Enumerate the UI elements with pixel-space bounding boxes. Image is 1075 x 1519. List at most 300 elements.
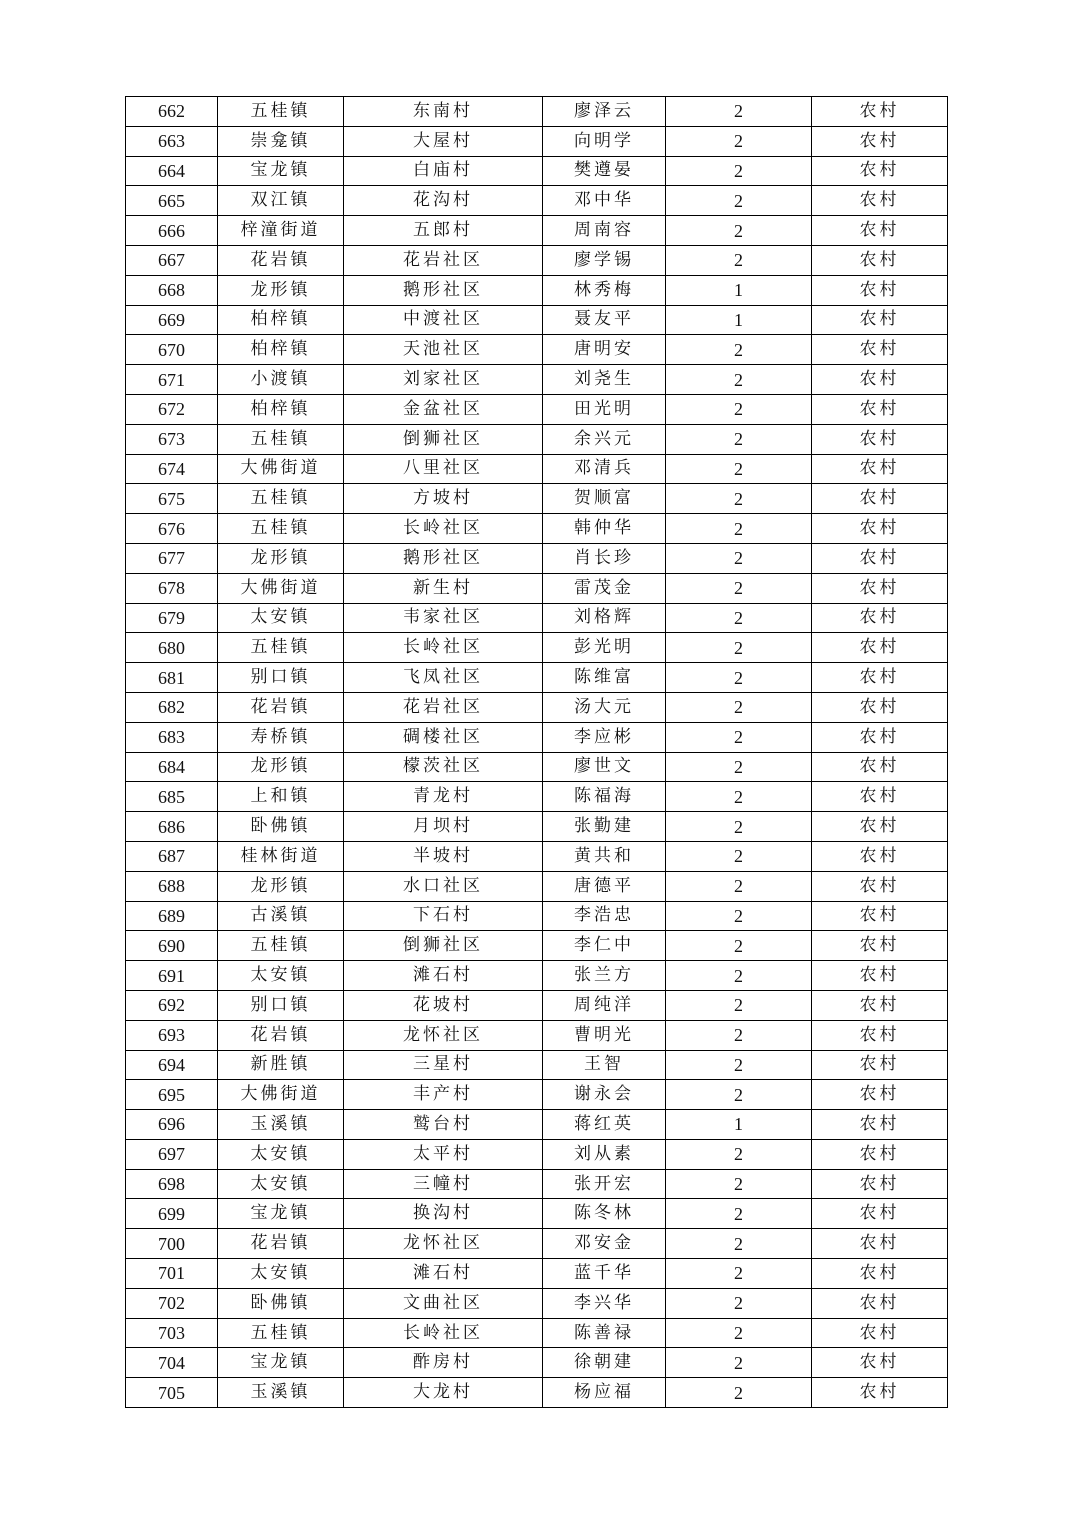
- name-cell: 廖泽云: [543, 97, 666, 127]
- town-cell: 五桂镇: [218, 484, 344, 514]
- name-cell: 刘从素: [543, 1139, 666, 1169]
- name-cell: 杨应福: [543, 1378, 666, 1408]
- household-count-cell: 1: [666, 305, 812, 335]
- table-row: [126, 931, 948, 961]
- village-cell: 下石村: [344, 901, 543, 931]
- table-row: [126, 961, 948, 991]
- village-cell: 换沟村: [344, 1199, 543, 1229]
- town-cell: 柏梓镇: [218, 305, 344, 335]
- town-cell: 桂林街道: [218, 841, 344, 871]
- serial-number-cell: 664: [126, 156, 218, 186]
- village-cell: 鹅形社区: [344, 543, 543, 573]
- serial-number-cell: 700: [126, 1229, 218, 1259]
- household-count-cell: 2: [666, 722, 812, 752]
- household-count-cell: 2: [666, 990, 812, 1020]
- village-cell: 酢房村: [344, 1348, 543, 1378]
- serial-number-cell: 696: [126, 1110, 218, 1140]
- town-cell: 双江镇: [218, 186, 344, 216]
- name-cell: 张兰方: [543, 961, 666, 991]
- area-type-cell: 农村: [812, 1080, 948, 1110]
- name-cell: 张勤建: [543, 812, 666, 842]
- village-cell: 金盆社区: [344, 394, 543, 424]
- town-cell: 卧佛镇: [218, 1288, 344, 1318]
- name-cell: 陈福海: [543, 782, 666, 812]
- town-cell: 太安镇: [218, 961, 344, 991]
- table-row: [126, 1050, 948, 1080]
- name-cell: 廖世文: [543, 752, 666, 782]
- village-cell: 倒狮社区: [344, 424, 543, 454]
- household-count-cell: 2: [666, 1229, 812, 1259]
- town-cell: 龙形镇: [218, 752, 344, 782]
- village-cell: 文曲社区: [344, 1288, 543, 1318]
- area-type-cell: 农村: [812, 990, 948, 1020]
- table-row: [126, 126, 948, 156]
- name-cell: 蓝千华: [543, 1259, 666, 1289]
- area-type-cell: 农村: [812, 186, 948, 216]
- household-count-cell: 2: [666, 1199, 812, 1229]
- village-cell: 碉楼社区: [344, 722, 543, 752]
- village-cell: 天池社区: [344, 335, 543, 365]
- village-cell: 花沟村: [344, 186, 543, 216]
- table-row: [126, 1139, 948, 1169]
- roster-table: [125, 96, 948, 1408]
- area-type-cell: 农村: [812, 871, 948, 901]
- household-count-cell: 2: [666, 1080, 812, 1110]
- household-count-cell: 2: [666, 603, 812, 633]
- table-row: [126, 1318, 948, 1348]
- table-row: [126, 752, 948, 782]
- area-type-cell: 农村: [812, 901, 948, 931]
- serial-number-cell: 699: [126, 1199, 218, 1229]
- area-type-cell: 农村: [812, 633, 948, 663]
- serial-number-cell: 695: [126, 1080, 218, 1110]
- name-cell: 廖学锡: [543, 245, 666, 275]
- household-count-cell: 2: [666, 514, 812, 544]
- serial-number-cell: 689: [126, 901, 218, 931]
- serial-number-cell: 705: [126, 1378, 218, 1408]
- village-cell: 半坡村: [344, 841, 543, 871]
- serial-number-cell: 701: [126, 1259, 218, 1289]
- roster-table-body: [126, 97, 948, 1408]
- name-cell: 王智: [543, 1050, 666, 1080]
- town-cell: 古溪镇: [218, 901, 344, 931]
- name-cell: 李仁中: [543, 931, 666, 961]
- area-type-cell: 农村: [812, 216, 948, 246]
- village-cell: 长岭社区: [344, 633, 543, 663]
- household-count-cell: 2: [666, 633, 812, 663]
- village-cell: 花坡村: [344, 990, 543, 1020]
- household-count-cell: 2: [666, 692, 812, 722]
- serial-number-cell: 662: [126, 97, 218, 127]
- town-cell: 宝龙镇: [218, 1348, 344, 1378]
- town-cell: 宝龙镇: [218, 1199, 344, 1229]
- name-cell: 贺顺富: [543, 484, 666, 514]
- household-count-cell: 1: [666, 275, 812, 305]
- table-row: [126, 1348, 948, 1378]
- household-count-cell: 2: [666, 424, 812, 454]
- name-cell: 蒋红英: [543, 1110, 666, 1140]
- serial-number-cell: 686: [126, 812, 218, 842]
- name-cell: 周纯洋: [543, 990, 666, 1020]
- area-type-cell: 农村: [812, 752, 948, 782]
- village-cell: 中渡社区: [344, 305, 543, 335]
- village-cell: 龙怀社区: [344, 1020, 543, 1050]
- area-type-cell: 农村: [812, 1020, 948, 1050]
- area-type-cell: 农村: [812, 931, 948, 961]
- table-row: [126, 1288, 948, 1318]
- table-row: [126, 543, 948, 573]
- name-cell: 黄共和: [543, 841, 666, 871]
- serial-number-cell: 681: [126, 663, 218, 693]
- household-count-cell: 2: [666, 1348, 812, 1378]
- table-row: [126, 1080, 948, 1110]
- household-count-cell: 2: [666, 1050, 812, 1080]
- village-cell: 东南村: [344, 97, 543, 127]
- town-cell: 小渡镇: [218, 365, 344, 395]
- town-cell: 五桂镇: [218, 633, 344, 663]
- area-type-cell: 农村: [812, 1288, 948, 1318]
- name-cell: 田光明: [543, 394, 666, 424]
- town-cell: 五桂镇: [218, 97, 344, 127]
- table-row: [126, 782, 948, 812]
- area-type-cell: 农村: [812, 722, 948, 752]
- table-row: [126, 990, 948, 1020]
- name-cell: 陈冬林: [543, 1199, 666, 1229]
- table-row: [126, 603, 948, 633]
- household-count-cell: 2: [666, 1139, 812, 1169]
- area-type-cell: 农村: [812, 305, 948, 335]
- name-cell: 向明学: [543, 126, 666, 156]
- area-type-cell: 农村: [812, 245, 948, 275]
- name-cell: 周南容: [543, 216, 666, 246]
- table-row: [126, 245, 948, 275]
- serial-number-cell: 679: [126, 603, 218, 633]
- table-row: [126, 841, 948, 871]
- village-cell: 大龙村: [344, 1378, 543, 1408]
- village-cell: 花岩社区: [344, 245, 543, 275]
- serial-number-cell: 670: [126, 335, 218, 365]
- table-row: [126, 633, 948, 663]
- area-type-cell: 农村: [812, 841, 948, 871]
- area-type-cell: 农村: [812, 126, 948, 156]
- town-cell: 上和镇: [218, 782, 344, 812]
- household-count-cell: 2: [666, 663, 812, 693]
- serial-number-cell: 684: [126, 752, 218, 782]
- table-row: [126, 573, 948, 603]
- name-cell: 刘格辉: [543, 603, 666, 633]
- serial-number-cell: 672: [126, 394, 218, 424]
- name-cell: 李浩忠: [543, 901, 666, 931]
- area-type-cell: 农村: [812, 1348, 948, 1378]
- serial-number-cell: 682: [126, 692, 218, 722]
- table-row: [126, 394, 948, 424]
- town-cell: 别口镇: [218, 663, 344, 693]
- village-cell: 滩石村: [344, 1259, 543, 1289]
- household-count-cell: 2: [666, 1169, 812, 1199]
- area-type-cell: 农村: [812, 812, 948, 842]
- household-count-cell: 2: [666, 752, 812, 782]
- name-cell: 彭光明: [543, 633, 666, 663]
- village-cell: 丰产村: [344, 1080, 543, 1110]
- table-row: [126, 454, 948, 484]
- name-cell: 韩仲华: [543, 514, 666, 544]
- name-cell: 唐明安: [543, 335, 666, 365]
- household-count-cell: 2: [666, 931, 812, 961]
- area-type-cell: 农村: [812, 1259, 948, 1289]
- household-count-cell: 2: [666, 1378, 812, 1408]
- town-cell: 寿桥镇: [218, 722, 344, 752]
- name-cell: 邓中华: [543, 186, 666, 216]
- serial-number-cell: 663: [126, 126, 218, 156]
- table-row: [126, 692, 948, 722]
- town-cell: 太安镇: [218, 1139, 344, 1169]
- town-cell: 柏梓镇: [218, 394, 344, 424]
- town-cell: 花岩镇: [218, 1020, 344, 1050]
- name-cell: 李应彬: [543, 722, 666, 752]
- name-cell: 曹明光: [543, 1020, 666, 1050]
- household-count-cell: 2: [666, 841, 812, 871]
- village-cell: 长岭社区: [344, 1318, 543, 1348]
- household-count-cell: 2: [666, 1318, 812, 1348]
- table-row: [126, 1020, 948, 1050]
- table-row: [126, 1199, 948, 1229]
- serial-number-cell: 677: [126, 543, 218, 573]
- name-cell: 聂友平: [543, 305, 666, 335]
- table-row: [126, 901, 948, 931]
- area-type-cell: 农村: [812, 1139, 948, 1169]
- name-cell: 谢永会: [543, 1080, 666, 1110]
- table-row: [126, 871, 948, 901]
- serial-number-cell: 703: [126, 1318, 218, 1348]
- name-cell: 唐德平: [543, 871, 666, 901]
- table-row: [126, 216, 948, 246]
- town-cell: 玉溪镇: [218, 1110, 344, 1140]
- town-cell: 太安镇: [218, 1169, 344, 1199]
- serial-number-cell: 694: [126, 1050, 218, 1080]
- table-row: [126, 1229, 948, 1259]
- area-type-cell: 农村: [812, 97, 948, 127]
- village-cell: 飞凤社区: [344, 663, 543, 693]
- table-row: [126, 1259, 948, 1289]
- area-type-cell: 农村: [812, 335, 948, 365]
- name-cell: 陈维富: [543, 663, 666, 693]
- area-type-cell: 农村: [812, 573, 948, 603]
- village-cell: 大屋村: [344, 126, 543, 156]
- area-type-cell: 农村: [812, 663, 948, 693]
- serial-number-cell: 680: [126, 633, 218, 663]
- name-cell: 邓安金: [543, 1229, 666, 1259]
- household-count-cell: 2: [666, 365, 812, 395]
- area-type-cell: 农村: [812, 603, 948, 633]
- area-type-cell: 农村: [812, 1169, 948, 1199]
- village-cell: 韦家社区: [344, 603, 543, 633]
- area-type-cell: 农村: [812, 275, 948, 305]
- area-type-cell: 农村: [812, 1378, 948, 1408]
- village-cell: 鹫台村: [344, 1110, 543, 1140]
- serial-number-cell: 698: [126, 1169, 218, 1199]
- village-cell: 花岩社区: [344, 692, 543, 722]
- name-cell: 余兴元: [543, 424, 666, 454]
- name-cell: 张开宏: [543, 1169, 666, 1199]
- household-count-cell: 2: [666, 394, 812, 424]
- town-cell: 柏梓镇: [218, 335, 344, 365]
- serial-number-cell: 683: [126, 722, 218, 752]
- household-count-cell: 2: [666, 245, 812, 275]
- area-type-cell: 农村: [812, 424, 948, 454]
- serial-number-cell: 671: [126, 365, 218, 395]
- table-row: [126, 663, 948, 693]
- village-cell: 水口社区: [344, 871, 543, 901]
- town-cell: 梓潼街道: [218, 216, 344, 246]
- table-row: [126, 156, 948, 186]
- town-cell: 崇龛镇: [218, 126, 344, 156]
- table-row: [126, 812, 948, 842]
- village-cell: 月坝村: [344, 812, 543, 842]
- household-count-cell: 2: [666, 871, 812, 901]
- village-cell: 长岭社区: [344, 514, 543, 544]
- serial-number-cell: 693: [126, 1020, 218, 1050]
- table-row: [126, 335, 948, 365]
- table-row: [126, 1110, 948, 1140]
- village-cell: 白庙村: [344, 156, 543, 186]
- serial-number-cell: 697: [126, 1139, 218, 1169]
- area-type-cell: 农村: [812, 1110, 948, 1140]
- table-row: [126, 1169, 948, 1199]
- area-type-cell: 农村: [812, 1199, 948, 1229]
- area-type-cell: 农村: [812, 961, 948, 991]
- village-cell: 新生村: [344, 573, 543, 603]
- household-count-cell: 2: [666, 97, 812, 127]
- household-count-cell: 2: [666, 216, 812, 246]
- household-count-cell: 2: [666, 543, 812, 573]
- town-cell: 大佛街道: [218, 1080, 344, 1110]
- table-row: [126, 514, 948, 544]
- table-row: [126, 484, 948, 514]
- household-count-cell: 2: [666, 901, 812, 931]
- town-cell: 太安镇: [218, 603, 344, 633]
- village-cell: 滩石村: [344, 961, 543, 991]
- area-type-cell: 农村: [812, 543, 948, 573]
- household-count-cell: 2: [666, 961, 812, 991]
- household-count-cell: 2: [666, 335, 812, 365]
- serial-number-cell: 687: [126, 841, 218, 871]
- serial-number-cell: 676: [126, 514, 218, 544]
- town-cell: 龙形镇: [218, 543, 344, 573]
- area-type-cell: 农村: [812, 365, 948, 395]
- serial-number-cell: 674: [126, 454, 218, 484]
- name-cell: 林秀梅: [543, 275, 666, 305]
- village-cell: 三幢村: [344, 1169, 543, 1199]
- table-row: [126, 97, 948, 127]
- household-count-cell: 2: [666, 454, 812, 484]
- name-cell: 雷茂金: [543, 573, 666, 603]
- table-row: [126, 186, 948, 216]
- town-cell: 别口镇: [218, 990, 344, 1020]
- serial-number-cell: 688: [126, 871, 218, 901]
- town-cell: 龙形镇: [218, 275, 344, 305]
- name-cell: 樊遵晏: [543, 156, 666, 186]
- area-type-cell: 农村: [812, 156, 948, 186]
- town-cell: 花岩镇: [218, 1229, 344, 1259]
- household-count-cell: 2: [666, 186, 812, 216]
- name-cell: 李兴华: [543, 1288, 666, 1318]
- serial-number-cell: 669: [126, 305, 218, 335]
- serial-number-cell: 678: [126, 573, 218, 603]
- serial-number-cell: 690: [126, 931, 218, 961]
- area-type-cell: 农村: [812, 1318, 948, 1348]
- household-count-cell: 2: [666, 1259, 812, 1289]
- area-type-cell: 农村: [812, 514, 948, 544]
- area-type-cell: 农村: [812, 692, 948, 722]
- name-cell: 汤大元: [543, 692, 666, 722]
- area-type-cell: 农村: [812, 454, 948, 484]
- serial-number-cell: 665: [126, 186, 218, 216]
- household-count-cell: 2: [666, 1288, 812, 1318]
- household-count-cell: 1: [666, 1110, 812, 1140]
- serial-number-cell: 666: [126, 216, 218, 246]
- town-cell: 五桂镇: [218, 424, 344, 454]
- town-cell: 太安镇: [218, 1259, 344, 1289]
- area-type-cell: 农村: [812, 782, 948, 812]
- town-cell: 新胜镇: [218, 1050, 344, 1080]
- name-cell: 刘尧生: [543, 365, 666, 395]
- table-row: [126, 305, 948, 335]
- serial-number-cell: 685: [126, 782, 218, 812]
- town-cell: 玉溪镇: [218, 1378, 344, 1408]
- serial-number-cell: 667: [126, 245, 218, 275]
- household-count-cell: 2: [666, 126, 812, 156]
- name-cell: 陈善禄: [543, 1318, 666, 1348]
- town-cell: 五桂镇: [218, 514, 344, 544]
- town-cell: 花岩镇: [218, 692, 344, 722]
- village-cell: 檬茨社区: [344, 752, 543, 782]
- village-cell: 鹅形社区: [344, 275, 543, 305]
- serial-number-cell: 704: [126, 1348, 218, 1378]
- household-count-cell: 2: [666, 156, 812, 186]
- serial-number-cell: 673: [126, 424, 218, 454]
- town-cell: 五桂镇: [218, 931, 344, 961]
- town-cell: 五桂镇: [218, 1318, 344, 1348]
- town-cell: 大佛街道: [218, 454, 344, 484]
- name-cell: 肖长珍: [543, 543, 666, 573]
- town-cell: 卧佛镇: [218, 812, 344, 842]
- household-count-cell: 2: [666, 782, 812, 812]
- town-cell: 大佛街道: [218, 573, 344, 603]
- serial-number-cell: 692: [126, 990, 218, 1020]
- household-count-cell: 2: [666, 812, 812, 842]
- village-cell: 太平村: [344, 1139, 543, 1169]
- town-cell: 花岩镇: [218, 245, 344, 275]
- area-type-cell: 农村: [812, 1229, 948, 1259]
- household-count-cell: 2: [666, 484, 812, 514]
- village-cell: 三星村: [344, 1050, 543, 1080]
- name-cell: 徐朝建: [543, 1348, 666, 1378]
- town-cell: 龙形镇: [218, 871, 344, 901]
- area-type-cell: 农村: [812, 394, 948, 424]
- table-row: [126, 424, 948, 454]
- serial-number-cell: 668: [126, 275, 218, 305]
- village-cell: 方坡村: [344, 484, 543, 514]
- village-cell: 倒狮社区: [344, 931, 543, 961]
- area-type-cell: 农村: [812, 484, 948, 514]
- table-row: [126, 1378, 948, 1408]
- table-row: [126, 275, 948, 305]
- village-cell: 八里社区: [344, 454, 543, 484]
- village-cell: 五郎村: [344, 216, 543, 246]
- household-count-cell: 2: [666, 1020, 812, 1050]
- area-type-cell: 农村: [812, 1050, 948, 1080]
- serial-number-cell: 702: [126, 1288, 218, 1318]
